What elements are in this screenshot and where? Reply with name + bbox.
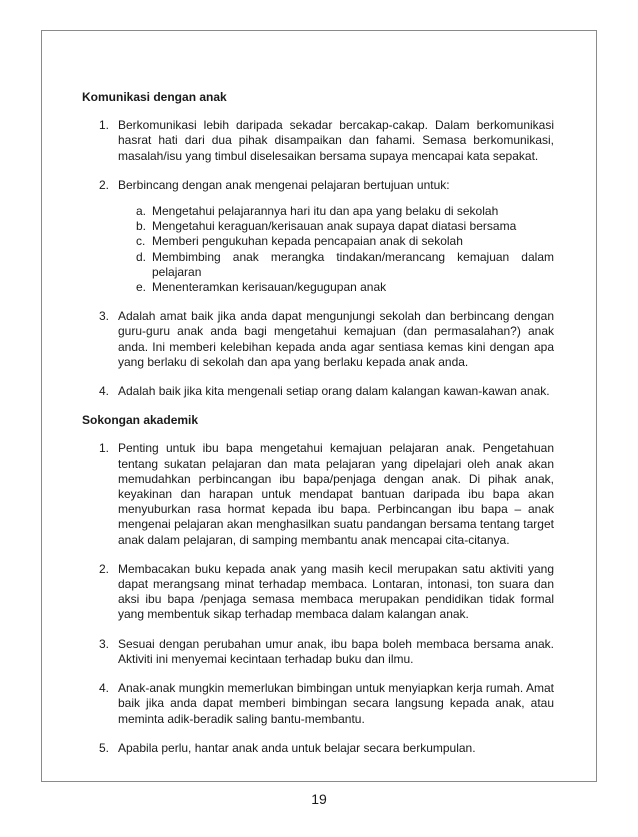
sub-item-text: Mengetahui keraguan/kerisauan anak supaya dapat diatasi bersama [152,219,517,234]
item-number: 4. [99,681,110,696]
sub-item-letter: c. [136,234,146,249]
list-item [82,384,554,399]
item-number: 3. [99,636,110,651]
sub-item-text: Memberi pengukuhan kepada pencapaian anak di sekolah [152,234,463,249]
komunikasi-list [82,118,554,399]
list-item [82,118,554,164]
list-item [82,741,554,756]
document-body [82,90,554,770]
section-heading-sokongan: Sokongan akademik [82,413,199,428]
sub-list-item [118,280,554,295]
sub-item-text: Mengetahui pelajarannya hari itu dan apa yang belaku di sekolah [152,204,499,219]
list-item [82,562,554,623]
sub-list [118,204,554,295]
item-number: 3. [99,309,110,324]
sub-item-text: Menenteramkan kerisauan/kegugupan anak [152,280,387,295]
sub-item-letter: e. [136,280,147,295]
sub-item-letter: b. [136,219,147,234]
list-item [82,637,554,667]
item-number: 1. [99,118,110,133]
section-heading-komunikasi: Komunikasi dengan anak [82,90,227,104]
sub-item-text: Membimbing anak merangka tindakan/merancang kemajuan dalam pelajaran [152,249,554,279]
item-number: 1. [99,441,110,456]
sub-list-item [118,204,554,219]
page-number: 19 [311,791,327,807]
item-number: 4. [99,384,110,399]
item-text: Apabila perlu, hantar anak anda untuk belajar secara berkumpulan. [118,740,476,755]
sub-list-item [118,219,554,234]
item-text: Membacakan buku kepada anak yang masih kecil merupakan satu aktiviti yang dapat merangsang minat terhadap membaca. Lontaran, intonasi, ton suara dan aksi ibu bapa /penjaga semasa membaca merupakan pendidikan tidak formal yang membentuk sikap terhadap membaca dalam kalangan anak. [118,561,554,622]
item-text: Berkomunikasi lebih daripada sekadar bercakap-cakap. Dalam berkomunikasi hasrat hati dari dua pihak disampaikan dan fahami. Semasa berkomunikasi, masalah/isu yang timbul diselesaikan bersama supaya mencapai kata sepakat. [118,118,554,163]
item-number: 2. [99,177,110,192]
item-number: 5. [99,740,110,755]
item-text: Sesuai dengan perubahan umur anak, ibu bapa boleh membaca bersama anak. Aktiviti ini menyemai kecintaan terhadap buku dan ilmu. [118,636,554,666]
sub-item-letter: d. [136,249,147,264]
item-text: Penting untuk ibu bapa mengetahui kemajuan pelajaran anak. Pengetahuan tentang sukatan pelajaran dan mata pelajaran yang dipelajari oleh anak akan memudahkan perbincangan ibu bapa/penjaga dengan anak. Di pihak anak, keyakinan dan harapan untuk mendapat bantuan daripada ibu bapa akan menyuburkan rasa hormat kepada ibu bapa. Perbincangan ibu bapa – anak mengenai pelajaran akan menghasilkan suatu pandangan bersama tentang target anak dalam pelajaran, di samping membantu anak mencapai cita-citanya. [118,441,554,547]
sub-list-item [118,250,554,280]
sokongan-list [82,441,554,755]
list-item [82,309,554,370]
list-item [82,441,554,547]
item-text: Adalah amat baik jika anda dapat mengunjungi sekolah dan berbincang dengan guru-guru anak anda bagi mengetahui kemajuan (dan permasalahan?) anak anda. Ini memberi kelebihan kepada anda agar sentiasa kemas kini dengan apa yang berlaku di sekolah dan apa yang berlaku kepada anak anda. [118,309,554,369]
sub-list-item [118,234,554,249]
item-number: 2. [99,561,110,576]
list-item [82,681,554,727]
item-text: Anak-anak mungkin memerlukan bimbingan untuk menyiapkan kerja rumah. Amat baik jika anda dapat memberi bimbingan secara langsung kepada anak, atau meminta adik-beradik saling bantu-membantu. [118,681,554,726]
item-text: Adalah baik jika kita mengenali setiap orang dalam kalangan kawan-kawan anak. [118,384,550,399]
list-item [82,178,554,295]
sub-item-letter: a. [136,204,147,219]
item-text: Berbincang dengan anak mengenai pelajaran bertujuan untuk: [118,177,450,192]
